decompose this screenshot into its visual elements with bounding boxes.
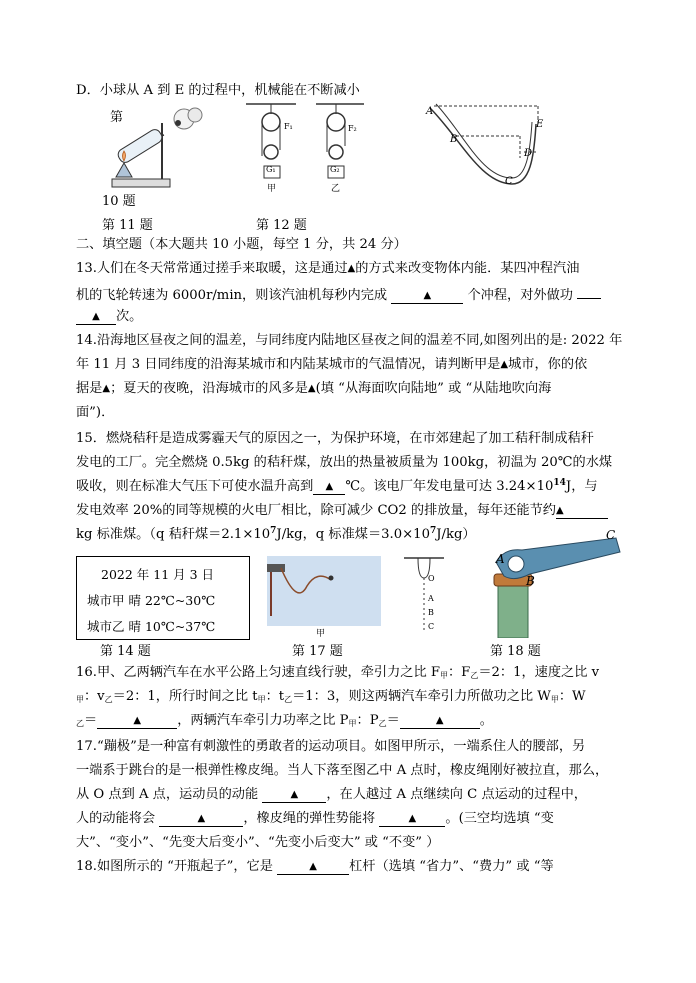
q15-line5 <box>76 526 476 544</box>
q18-text: 杠杆（选填 “省力”、“费力” 或 “等 <box>349 859 554 874</box>
q16-line1 <box>76 664 599 682</box>
track-point-e: E <box>536 119 544 130</box>
q16-sub: 乙 <box>284 695 293 704</box>
answer-marker: ▲ <box>435 715 444 726</box>
fig18-point-a: A <box>496 552 505 566</box>
q14-line4: 面”)． <box>76 405 115 420</box>
q13-blank-strokes[interactable] <box>391 289 463 304</box>
q17-line3 <box>76 786 587 804</box>
q17-text: 。(三空均选填 “变 <box>445 811 554 826</box>
q16-text: ＝2：1，所行时间之比 t <box>112 689 258 704</box>
answer-marker: ▲ <box>347 263 356 274</box>
q17-blank-ke-2[interactable] <box>159 812 243 827</box>
q17-line1: 17.“蹦极”是一种富有刺激性的勇敢者的运动项目。如图甲所示，一端系住人的腰部，另 <box>76 739 586 754</box>
fig12-right-label: 乙 <box>331 184 341 194</box>
q16-text: ：t <box>265 689 285 704</box>
q15-exponent: 14 <box>553 478 566 488</box>
q15-line3 <box>76 478 598 496</box>
figure-bottle-opener <box>486 530 626 638</box>
fig18-caption: 第 18 题 <box>490 644 541 659</box>
track-point-a: A <box>426 106 434 117</box>
q16-sub: 甲 <box>440 671 448 680</box>
q15-text-d: ℃。该电厂年发电量可达 3.24×10 <box>345 479 554 494</box>
fig12-g1: G₁ <box>266 165 276 174</box>
q18-text: 18.如图所示的 “开瓶起子”，它是 <box>76 859 273 874</box>
q15-line1: 15．燃烧秸秆是造成雾霾天气的原因之一，为保护环境，在市郊建起了加工秸秆制成秸秆 <box>76 431 594 446</box>
fig12-f1: F₁ <box>284 122 293 131</box>
answer-marker: ▲ <box>290 789 299 800</box>
answer-marker: ▲ <box>133 715 142 726</box>
q15-blank-coal[interactable] <box>556 504 608 519</box>
figure-bungee-diagram <box>404 556 444 636</box>
weather-row-city-b: 城市乙 晴 10℃~37℃ <box>87 619 216 634</box>
q16-sub: 甲 <box>76 695 84 704</box>
q17-text: 从 O 点到 A 点，运动员的动能 <box>76 787 259 802</box>
q14-text-b: 年 11 月 3 日同纬度的沿海某城市和内陆某城市的气温情况，请判断甲是 <box>76 357 501 372</box>
q13-blank-work-count[interactable] <box>577 284 601 299</box>
fig17-point-b: B <box>428 608 434 617</box>
q16-sub: 甲 <box>257 695 266 704</box>
option-d: D．小球从 A 到 E 的过程中，机械能在不断减小 <box>76 83 360 98</box>
q15-line2: 发电的工厂。完全燃烧 0.5kg 的秸秆煤，放出的热量被质量为 100kg，初温为 20℃的水煤 <box>76 455 613 470</box>
q14-text-d: 据是 <box>76 381 103 396</box>
track-point-b: B <box>450 134 458 145</box>
q16-sub: 甲 <box>348 719 357 728</box>
q17-text: ，在人越过 A 点继续向 C 点运动的过程中， <box>326 787 587 802</box>
answer-marker: ▲ <box>307 383 316 394</box>
q13-line3 <box>76 308 142 326</box>
track-point-c: C <box>505 176 513 187</box>
fig18-point-b: B <box>526 574 535 588</box>
q16-text: ：W <box>558 689 586 704</box>
q16-blank-power-ratio[interactable] <box>400 714 480 729</box>
q14-line2 <box>76 356 587 375</box>
pulley-systems-icon <box>246 100 366 200</box>
q17-text: 人的动能将会 <box>76 811 156 826</box>
figure-track <box>420 98 550 190</box>
weather-table <box>76 556 250 640</box>
fig12-f2: F₂ <box>348 124 357 133</box>
q15-exponent2: 7 <box>270 526 277 536</box>
answer-marker: ▲ <box>423 290 432 301</box>
q17-blank-ke-1[interactable] <box>262 788 326 803</box>
q18-blank-lever[interactable] <box>277 860 349 875</box>
q16-text: ＝ <box>84 713 98 728</box>
q13-text-a: 13.人们在冬天常常通过搓手来取暖，这是通过 <box>76 261 348 276</box>
q16-blank-work-ratio[interactable] <box>97 714 177 729</box>
answer-marker: ▲ <box>309 861 317 872</box>
q15-text-e: J，与 <box>565 479 598 494</box>
q13-text-c: 机的飞轮转速为 6000r/min，则该汽油机每秒内完成 <box>76 288 388 303</box>
bungee-photo-icon <box>267 556 381 626</box>
q14-line1: 14.沿海地区昼夜之间的温差，与同纬度内陆地区昼夜之间的温差不同,如图列出的是: 2022 年 <box>76 333 623 348</box>
q14-text-f: (填 “从海面吹向陆地” 或 “从陆地吹向海 <box>315 381 552 396</box>
figure-bungee-photo <box>267 556 381 626</box>
figure-pulleys <box>246 100 366 200</box>
bungee-diagram-icon <box>404 556 444 636</box>
q16-text: ＝ <box>386 713 400 728</box>
answer-marker: ▲ <box>197 813 206 824</box>
q14-text-c: 城市，你的依 <box>508 357 588 372</box>
track-point-d: D <box>524 148 533 159</box>
q17-blank-pe[interactable] <box>379 812 445 827</box>
q14-text-e: ；夏天的夜晚，沿海城市的风多是 <box>110 381 308 396</box>
q16-text: ：P <box>356 713 379 728</box>
q16-line3 <box>76 712 493 730</box>
answer-marker: ▲ <box>325 481 334 492</box>
fig17-point-c: C <box>428 622 435 631</box>
q15-exponent3: 7 <box>429 526 437 536</box>
q15-text-f: 发电效率 20%的同等规模的火电厂相比，除可减少 CO2 的排放量，每年还能节约 <box>76 503 556 518</box>
q17-text: ，橡皮绳的弹性势能将 <box>243 811 376 826</box>
fig12-left-label: 甲 <box>267 184 277 194</box>
answer-marker: ▲ <box>102 383 111 394</box>
q16-text: ＝1：3，则这两辆汽车牵引力所做功之比 W <box>292 689 551 704</box>
fig10-label-bottom: 10 题 <box>102 194 136 209</box>
q16-text: 。 <box>479 713 493 728</box>
q16-text: ：F <box>448 665 471 680</box>
answer-marker: ▲ <box>556 505 564 516</box>
q15-text-i: J/kg） <box>436 527 476 542</box>
answer-marker: ▲ <box>408 813 417 824</box>
answer-marker: ▲ <box>92 311 100 322</box>
q13-line1 <box>76 260 579 279</box>
q16-sub: 甲 <box>550 695 559 704</box>
q16-sub: 乙 <box>470 671 479 680</box>
q18-line1 <box>76 858 554 876</box>
bottle-opener-icon <box>486 530 626 638</box>
q17-line5: 大”、“变小”、“先变大后变小”、“先变小后变大” 或 “不变” ） <box>76 835 440 850</box>
answer-marker: ▲ <box>500 359 509 370</box>
q16-text: ：v <box>84 689 105 704</box>
q15-blank-temp[interactable] <box>313 480 345 495</box>
q16-text: ＝2：1，速度之比 v <box>478 665 600 680</box>
fig14-caption: 第 14 题 <box>100 644 151 659</box>
q13-text-d: 个冲程，对外做功 <box>467 288 573 303</box>
q15-text-c: 吸收，则在标准大气压下可使水温升高到 <box>76 479 314 494</box>
fig10-label-top: 第 <box>110 110 124 125</box>
fig17-caption: 第 17 题 <box>292 644 343 659</box>
fig17-sub-label: 甲 <box>316 629 326 639</box>
curved-track-icon <box>420 98 550 190</box>
q16-sub: 乙 <box>76 719 84 728</box>
fig18-point-c: C <box>606 528 616 542</box>
q15-text-h: J/kg，q 标准煤＝3.0×10 <box>276 527 430 542</box>
fig17-point-o: O <box>428 574 435 583</box>
q13-text-e: 次。 <box>116 309 143 324</box>
q17-line4 <box>76 810 554 828</box>
q17-line2: 一端系于跳台的是一根弹性橡皮绳。当人下落至图乙中 A 点时，橡皮绳刚好被拉直，那么， <box>76 763 609 778</box>
q16-sub: 乙 <box>378 719 387 728</box>
q16-text: ，两辆汽车牵引力功率之比 P <box>177 713 349 728</box>
section-title: 二、填空题（本大题共 10 小题，每空 1 分，共 24 分） <box>76 237 407 252</box>
fig11-caption: 第 11 题 <box>102 218 153 233</box>
q16-sub: 乙 <box>104 695 113 704</box>
fig12-g2: G₂ <box>330 165 340 174</box>
q16-text: 16.甲、乙两辆汽车在水平公路上匀速直线行驶，牵引力之比 F <box>76 665 440 680</box>
q15-line4 <box>76 502 608 520</box>
q13-line2 <box>76 284 601 305</box>
q15-text-g: kg 标准煤。（q 秸秆煤＝2.1×10 <box>76 527 271 542</box>
q16-line2 <box>76 688 586 706</box>
q14-line3 <box>76 380 551 399</box>
fig17-point-a: A <box>428 594 434 603</box>
q13-text-b: 的方式来改变物体内能．某四冲程汽油 <box>355 261 580 276</box>
weather-row-city-a: 城市甲 晴 22℃~30℃ <box>87 593 216 608</box>
q13-blank-work-cont[interactable] <box>76 310 116 325</box>
fig12-caption: 第 12 题 <box>256 218 307 233</box>
weather-date: 2022 年 11 月 3 日 <box>101 567 215 582</box>
